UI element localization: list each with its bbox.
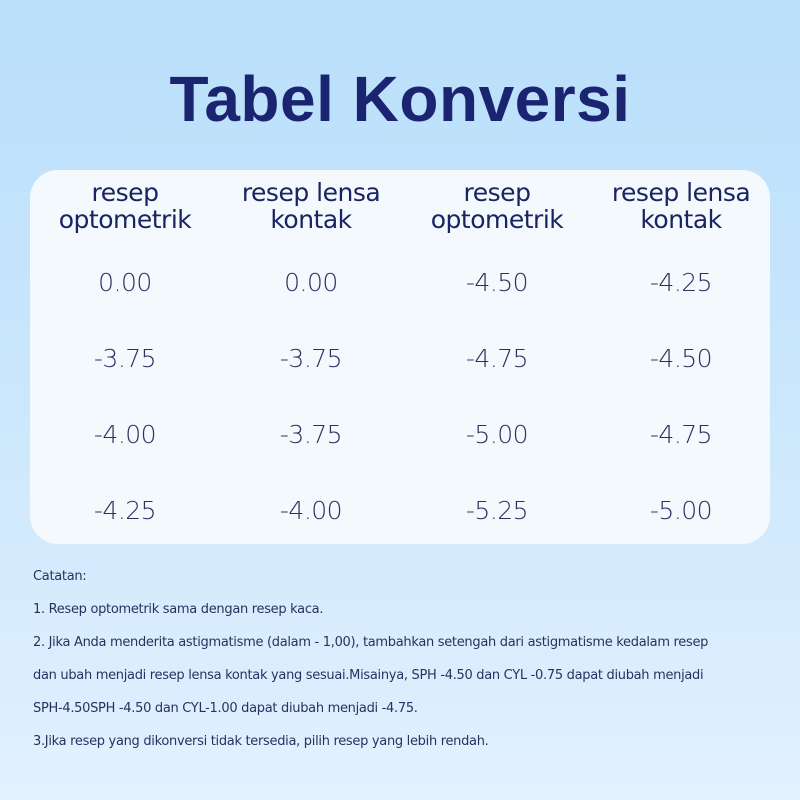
header-line: resep xyxy=(463,178,531,207)
note-line: 3.Jika resep yang dikonversi tidak tersedia, pilih resep yang lebih rendah. xyxy=(33,734,489,749)
table-cell: -5.00 xyxy=(465,420,529,449)
table-cell: -3.75 xyxy=(93,344,157,373)
header-line: optometrik xyxy=(58,205,192,234)
table-cell: -4.75 xyxy=(465,344,529,373)
header-line: resep xyxy=(91,178,159,207)
table-cell: -4.00 xyxy=(93,420,157,449)
conversion-table-card xyxy=(30,170,770,544)
table-cell: -3.75 xyxy=(279,420,343,449)
conversion-table xyxy=(30,170,770,549)
table-cell: -3.75 xyxy=(279,344,343,373)
column-header xyxy=(592,170,770,245)
header-line: kontak xyxy=(270,205,352,234)
table-cell: -4.50 xyxy=(649,344,713,373)
table-cell: 0.00 xyxy=(98,268,152,297)
header-line: optometrik xyxy=(430,205,564,234)
note-line: dan ubah menjadi resep lensa kontak yang sesuai.Misainya, SPH -4.50 dan CYL -0.75 dapat diubah menjadi xyxy=(33,668,704,683)
table-cell: -4.75 xyxy=(649,420,713,449)
table-cell: 0.00 xyxy=(284,268,338,297)
column-header xyxy=(402,170,592,245)
table-cell: -4.00 xyxy=(279,496,343,525)
note-line: SPH-4.50SPH -4.50 dan CYL-1.00 dapat diubah menjadi -4.75. xyxy=(33,701,418,716)
notes-heading: Catatan: xyxy=(33,569,87,584)
header-line: resep lensa xyxy=(611,178,751,207)
header-line: kontak xyxy=(640,205,722,234)
note-line: 1. Resep optometrik sama dengan resep kaca. xyxy=(33,602,324,617)
table-cell: -4.25 xyxy=(649,268,713,297)
page-title: Tabel Konversi xyxy=(169,63,631,135)
column-header xyxy=(30,170,220,245)
header-line: resep lensa xyxy=(241,178,381,207)
table-cell: -5.00 xyxy=(649,496,713,525)
note-line: 2. Jika Anda menderita astigmatisme (dalam - 1,00), tambahkan setengah dari astigmatisme kedalam resep xyxy=(33,635,709,650)
table-cell: -5.25 xyxy=(465,496,529,525)
table-cell: -4.50 xyxy=(465,268,529,297)
column-header xyxy=(220,170,402,245)
table-cell: -4.25 xyxy=(93,496,157,525)
notes-section xyxy=(33,567,793,765)
